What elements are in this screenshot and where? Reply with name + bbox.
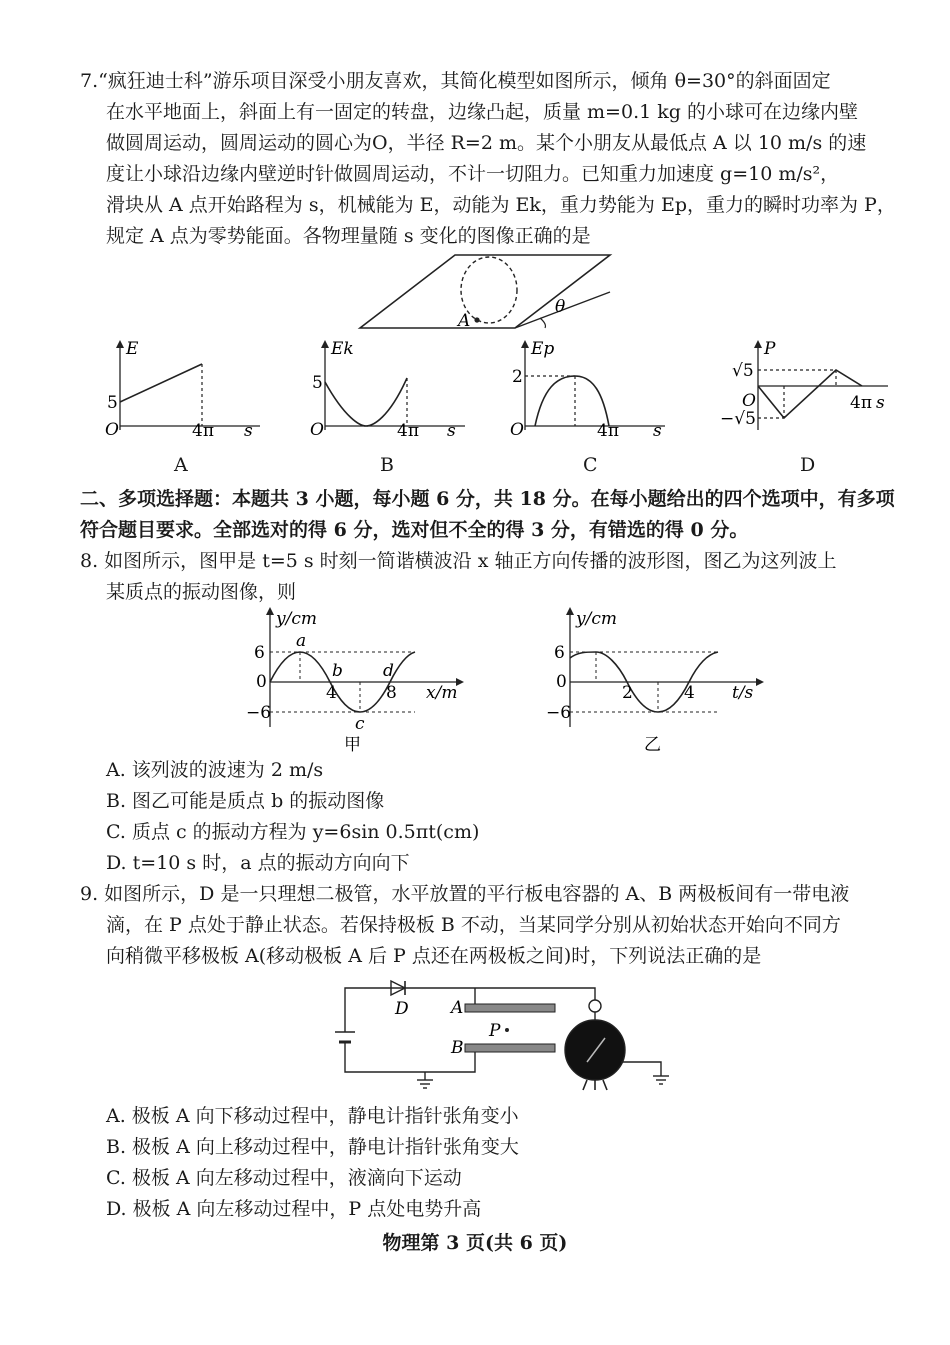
vibration-graph [540,602,770,752]
wave-xtick-1: 4 [326,683,337,703]
plate-b-wire [415,1052,475,1072]
point-p-label: P [489,1021,501,1041]
wave-ymax: 6 [254,643,265,663]
q8-option-b: B. 图乙可能是质点 b 的振动图像 [106,790,385,812]
wave-point-a: a [296,631,307,651]
vib-xtick-2: 4 [684,683,695,703]
wave-xtick-2: 8 [386,683,397,703]
q8-option-c: C. 质点 c 的振动方程为 y=6sin 0.5πt(cm) [106,821,480,843]
angle-arc [540,318,545,328]
graph-a-curve [120,364,202,402]
plate-a-label: A [451,998,464,1018]
graph-d-xtick: 4π [850,393,872,413]
graph-b [305,338,475,438]
electrometer-ground-wire [621,1062,661,1076]
vib-origin: 0 [556,672,567,692]
q9-option-d: D. 极板 A 向左移动过程中，P 点处电势升高 [106,1198,482,1220]
q7-line-2: 在水平地面上，斜面上有一固定的转盘，边缘凸起，质量 m=0.1 kg 的小球可在边缘内壁 [106,101,858,123]
diode-label: D [395,999,409,1019]
graph-b-xlabel: s [447,421,456,438]
q7-line-6: 规定 A 点为零势能面。各物理量随 s 变化的图像正确的是 [106,225,591,247]
graph-c-curve [535,376,609,426]
q7-line-3: 做圆周运动，圆周运动的圆心为O，半径 R=2 m。某个小朋友从最低点 A 以 10 m/s 的速 [106,132,867,154]
q7-line-1: 7.“疯狂迪士科”游乐项目深受小朋友喜欢，其简化模型如图所示，倾角 θ=30°的斜面固定 [80,70,831,92]
q8-line-1: 8. 如图所示，图甲是 t=5 s 时刻一简谐横波沿 x 轴正方向传播的波形图，图乙为这列波上 [80,550,837,572]
graph-d-origin: O [742,391,756,411]
vib-y-arrow [566,607,574,615]
graph-c-ytick: 2 [512,367,523,387]
q8-line-2: 某质点的振动图像，则 [106,581,297,603]
wave-caption: 甲 [344,735,361,752]
vib-ylabel: y/cm [576,609,617,629]
graph-a-ytick: 5 [107,393,118,413]
page-footer: 物理第 3 页(共 6 页) [382,1232,568,1254]
section-2-line-1: 二、多项选择题：本题共 3 小题，每小题 6 分，共 18 分。在每小题给出的四个选项中，有多项 [80,488,895,510]
electrometer-stand [583,1080,607,1090]
plate-b-label: B [451,1038,464,1058]
graph-b-origin: O [310,420,324,438]
graph-d [718,338,898,438]
plate-a [465,1004,555,1012]
vib-caption: 乙 [644,735,661,752]
graph-b-option-label: B [380,454,394,476]
graph-b-y-arrow [321,340,329,348]
q9-option-c: C. 极板 A 向左移动过程中，液滴向下运动 [106,1167,462,1189]
bottom-left-wire [345,1042,415,1072]
vib-ymax: 6 [554,643,565,663]
wave-graph [240,602,470,752]
plate-b [465,1044,555,1052]
graph-a-option-label: A [174,454,188,476]
vib-xtick-1: 2 [622,683,633,703]
question-9 [80,879,910,972]
graph-c [505,338,675,438]
electrometer-knob [589,1000,601,1012]
wave-point-c: c [355,714,365,734]
graph-a-origin: O [105,420,119,438]
q7-incline-figure [355,250,615,335]
graph-a-ylabel: E [126,339,139,359]
wave-ylabel: y/cm [276,609,317,629]
graph-c-y-arrow [521,340,529,348]
graph-a-y-arrow [116,340,124,348]
wave-point-d: d [383,661,394,681]
vib-xlabel: t/s [732,683,754,703]
graph-d-ylabel: P [764,339,776,359]
question-7 [80,66,910,252]
graph-b-curve [325,378,407,426]
graph-c-option-label: C [583,454,598,476]
electrometer-case [565,1020,625,1080]
graph-d-ytick-pos: √5 [732,361,754,381]
graph-c-ylabel: Ep [531,339,555,359]
graph-a [100,338,270,438]
graph-d-option-label: D [800,454,816,476]
graph-d-xlabel: s [876,393,885,413]
section-2-line-2: 符合题目要求。全部选对的得 6 分，选对但不全的得 3 分，有错选的得 0 分。 [80,519,749,541]
q8-option-a: A. 该列波的波速为 2 m/s [106,759,324,781]
q9-line-1: 9. 如图所示，D 是一只理想二极管，水平放置的平行板电容器的 A、B 两极板间有一带电液 [80,883,850,905]
incline-plane [360,255,610,328]
graph-b-ylabel: Ek [331,339,354,359]
q9-option-a: A. 极板 A 向下移动过程中，静电计指针张角变小 [106,1105,519,1127]
wave-origin: 0 [256,672,267,692]
q8-option-d: D. t=10 s 时，a 点的振动方向向下 [106,852,410,874]
graph-d-y-arrow [754,340,762,348]
graph-d-ytick-neg: −√5 [720,409,756,429]
q9-line-3: 向稍微平移极板 A(移动极板 A 后 P 点还在两极板之间)时，下列说法正确的是 [106,945,762,967]
ball-point [474,317,479,322]
graph-d-curve [758,370,862,418]
graph-c-origin: O [510,420,524,438]
wave-ymin: −6 [246,703,272,723]
wave-point-b: b [332,661,343,681]
graph-b-ytick: 5 [312,373,323,393]
wave-y-arrow [266,607,274,615]
q9-circuit-figure [325,972,685,1097]
graph-a-xlabel: s [244,421,253,438]
question-8 [80,546,910,608]
graph-b-xtick: 4π [397,421,419,438]
q7-line-4: 度让小球沿边缘内壁逆时针做圆周运动，不计一切阻力。已知重力加速度 g=10 m/s²， [106,163,840,185]
q9-option-b: B. 极板 A 向上移动过程中，静电计指针张角变大 [106,1136,519,1158]
q9-line-2: 滴，在 P 点处于静止状态。若保持极板 B 不动，当某同学分别从初始状态开始向不同方 [106,914,841,936]
graph-c-xtick: 4π [597,421,619,438]
graph-a-xtick: 4π [192,421,214,438]
vib-ymin: −6 [546,703,572,723]
section-2-header [80,484,910,546]
q7-line-5: 滑块从 A 点开始路程为 s，机械能为 E，动能为 Ek，重力势能为 Ep，重力的瞬时功率为 P， [106,194,896,216]
droplet-point [505,1028,509,1032]
graph-c-xlabel: s [653,421,662,438]
vib-x-arrow [756,678,764,686]
theta-label: θ [555,297,566,317]
point-a-label: A [458,311,471,331]
wave-xlabel: x/m [426,683,458,703]
